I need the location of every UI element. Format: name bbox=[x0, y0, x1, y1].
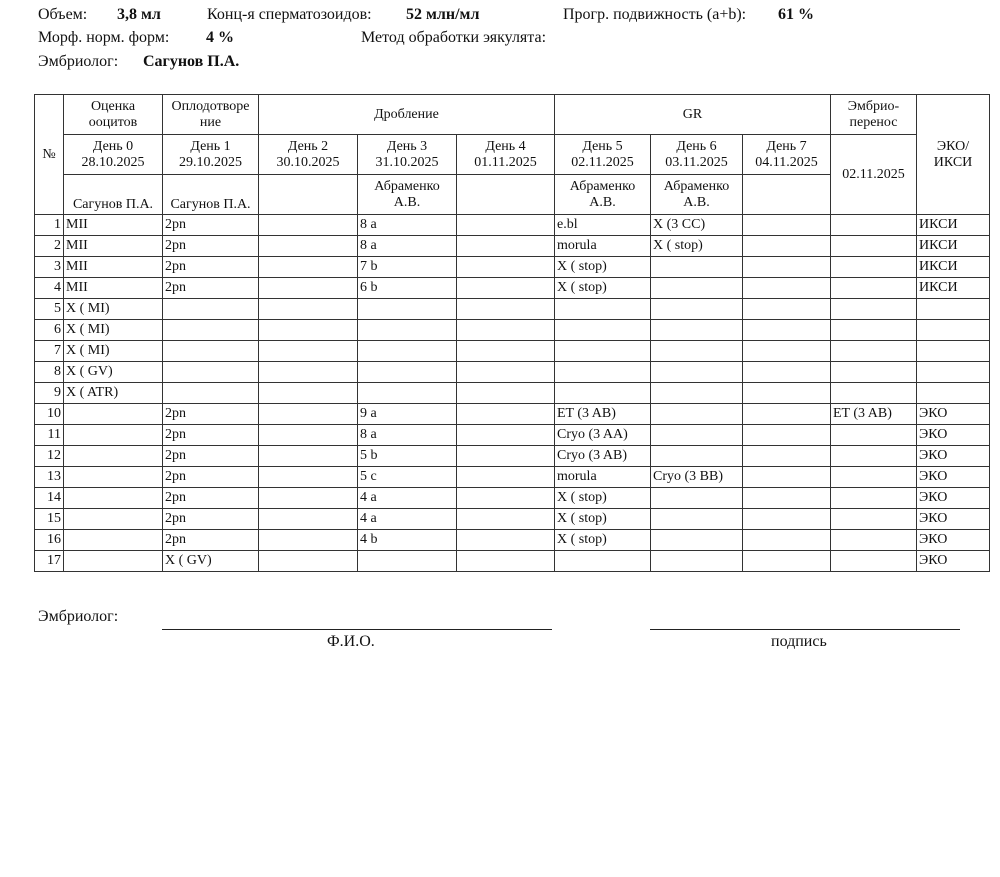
table-cell: 14 bbox=[35, 488, 64, 509]
table-cell bbox=[651, 551, 743, 572]
table-cell bbox=[259, 257, 358, 278]
table-cell: 11 bbox=[35, 425, 64, 446]
table-cell bbox=[457, 299, 555, 320]
embryology-table bbox=[34, 94, 990, 572]
table-row bbox=[35, 215, 990, 236]
table-cell bbox=[457, 425, 555, 446]
table-cell bbox=[163, 362, 259, 383]
table-cell: X ( stop) bbox=[555, 488, 651, 509]
table-cell bbox=[743, 341, 831, 362]
table-cell bbox=[743, 488, 831, 509]
table-cell bbox=[831, 278, 917, 299]
table-cell bbox=[831, 509, 917, 530]
table-cell bbox=[743, 551, 831, 572]
fertilization-header: Оплодотворе ние bbox=[163, 95, 259, 135]
embryologist-name: Сагунов П.А. bbox=[143, 53, 240, 70]
table-cell: ET (3 AB) bbox=[555, 404, 651, 425]
staff-cell bbox=[457, 175, 555, 215]
table-cell bbox=[651, 299, 743, 320]
table-cell: ЭКО bbox=[917, 467, 990, 488]
table-cell: ЭКО bbox=[917, 425, 990, 446]
table-body bbox=[35, 215, 990, 572]
table-cell bbox=[259, 404, 358, 425]
table-cell bbox=[358, 341, 457, 362]
table-cell: X ( GV) bbox=[163, 551, 259, 572]
table-cell bbox=[917, 320, 990, 341]
day-header: День 0 28.10.2025 bbox=[64, 135, 163, 175]
staff-cell: Абраменко А.В. bbox=[651, 175, 743, 215]
table-cell bbox=[651, 404, 743, 425]
table-cell: MII bbox=[64, 236, 163, 257]
table-cell bbox=[358, 551, 457, 572]
table-cell bbox=[358, 299, 457, 320]
table-cell bbox=[743, 257, 831, 278]
table-cell: ЭКО bbox=[917, 509, 990, 530]
table-cell: X ( stop) bbox=[555, 530, 651, 551]
table-cell bbox=[831, 257, 917, 278]
table-cell bbox=[831, 299, 917, 320]
table-cell: 5 b bbox=[358, 446, 457, 467]
table-cell bbox=[259, 362, 358, 383]
table-cell bbox=[259, 383, 358, 404]
day-header: День 7 04.11.2025 bbox=[743, 135, 831, 175]
table-cell: ИКСИ bbox=[917, 257, 990, 278]
table-cell bbox=[831, 362, 917, 383]
table-cell: e.bl bbox=[555, 215, 651, 236]
table-cell bbox=[259, 467, 358, 488]
table-cell: 2pn bbox=[163, 446, 259, 467]
table-row bbox=[35, 236, 990, 257]
table-row bbox=[35, 383, 990, 404]
morphology-value: 4 % bbox=[206, 29, 234, 46]
table-cell: ИКСИ bbox=[917, 236, 990, 257]
table-row bbox=[35, 509, 990, 530]
table-cell bbox=[259, 299, 358, 320]
table-cell: 4 a bbox=[358, 488, 457, 509]
table-cell: 8 bbox=[35, 362, 64, 383]
embryologist-label: Эмбриолог: bbox=[38, 53, 119, 70]
table-cell: 12 bbox=[35, 446, 64, 467]
table-cell bbox=[358, 383, 457, 404]
table-cell bbox=[457, 362, 555, 383]
day-header: День 5 02.11.2025 bbox=[555, 135, 651, 175]
table-cell bbox=[64, 488, 163, 509]
table-cell: Cryo (3 AA) bbox=[555, 425, 651, 446]
table-cell bbox=[651, 383, 743, 404]
concentration-value: 52 млн/мл bbox=[406, 6, 480, 23]
signature-line bbox=[650, 629, 960, 630]
table-cell bbox=[831, 341, 917, 362]
table-cell: morula bbox=[555, 467, 651, 488]
table-cell bbox=[259, 509, 358, 530]
table-cell: 6 bbox=[35, 320, 64, 341]
name-signature-line bbox=[162, 629, 552, 630]
table-cell: X ( stop) bbox=[555, 257, 651, 278]
table-cell bbox=[259, 215, 358, 236]
day-header: День 3 31.10.2025 bbox=[358, 135, 457, 175]
table-cell bbox=[457, 488, 555, 509]
table-cell bbox=[457, 320, 555, 341]
table-cell: 8 a bbox=[358, 236, 457, 257]
gr-header: GR bbox=[555, 95, 831, 135]
table-cell: ИКСИ bbox=[917, 278, 990, 299]
table-cell bbox=[831, 425, 917, 446]
table-cell: Cryo (3 BB) bbox=[651, 467, 743, 488]
table-cell bbox=[457, 341, 555, 362]
cleavage-header: Дробление bbox=[259, 95, 555, 135]
table-cell bbox=[743, 236, 831, 257]
table-cell bbox=[457, 215, 555, 236]
table-cell bbox=[743, 446, 831, 467]
table-cell: 4 a bbox=[358, 509, 457, 530]
table-cell bbox=[457, 404, 555, 425]
table-cell bbox=[555, 341, 651, 362]
table-cell: 2pn bbox=[163, 509, 259, 530]
table-cell: 2pn bbox=[163, 488, 259, 509]
embryo-transfer-header: Эмбрио- перенос bbox=[831, 95, 917, 135]
table-cell: 5 bbox=[35, 299, 64, 320]
table-cell bbox=[163, 383, 259, 404]
table-cell bbox=[259, 425, 358, 446]
table-cell: 16 bbox=[35, 530, 64, 551]
table-cell: 17 bbox=[35, 551, 64, 572]
table-row bbox=[35, 257, 990, 278]
staff-cell bbox=[743, 175, 831, 215]
table-row bbox=[35, 362, 990, 383]
table-cell: X ( stop) bbox=[555, 278, 651, 299]
table-cell bbox=[831, 320, 917, 341]
signature-caption: подпись bbox=[771, 633, 827, 650]
table-cell bbox=[259, 341, 358, 362]
table-cell: 2pn bbox=[163, 404, 259, 425]
motility-value: 61 % bbox=[778, 6, 814, 23]
table-cell bbox=[917, 299, 990, 320]
table-cell bbox=[358, 362, 457, 383]
name-caption: Ф.И.О. bbox=[327, 633, 375, 650]
table-cell bbox=[831, 383, 917, 404]
table-cell bbox=[743, 362, 831, 383]
day-header: День 2 30.10.2025 bbox=[259, 135, 358, 175]
table-cell: Cryo (3 AB) bbox=[555, 446, 651, 467]
morphology-label: Морф. норм. форм: bbox=[38, 29, 170, 46]
transfer-date: 02.11.2025 bbox=[831, 135, 917, 215]
table-row bbox=[35, 530, 990, 551]
table-cell bbox=[743, 299, 831, 320]
table-cell bbox=[259, 446, 358, 467]
table-cell: X (3 CC) bbox=[651, 215, 743, 236]
table-cell: 4 bbox=[35, 278, 64, 299]
table-cell: 8 a bbox=[358, 215, 457, 236]
table-row bbox=[35, 404, 990, 425]
table-cell: X ( stop) bbox=[651, 236, 743, 257]
staff-cell: Сагунов П.А. bbox=[64, 175, 163, 215]
table-cell: 7 b bbox=[358, 257, 457, 278]
table-cell bbox=[457, 551, 555, 572]
table-cell bbox=[64, 425, 163, 446]
table-cell bbox=[457, 509, 555, 530]
table-cell: ИКСИ bbox=[917, 215, 990, 236]
table-row bbox=[35, 446, 990, 467]
column-number-header: № bbox=[35, 95, 64, 215]
table-cell bbox=[64, 551, 163, 572]
table-cell bbox=[743, 320, 831, 341]
table-cell bbox=[457, 278, 555, 299]
table-cell: MII bbox=[64, 215, 163, 236]
table-cell bbox=[259, 488, 358, 509]
table-cell: ЭКО bbox=[917, 530, 990, 551]
table-row bbox=[35, 299, 990, 320]
table-cell bbox=[651, 257, 743, 278]
table-cell: 5 c bbox=[358, 467, 457, 488]
table-cell: 2pn bbox=[163, 215, 259, 236]
staff-cell: Сагунов П.А. bbox=[163, 175, 259, 215]
table-cell bbox=[64, 509, 163, 530]
table-cell bbox=[555, 362, 651, 383]
table-row bbox=[35, 320, 990, 341]
table-cell bbox=[259, 530, 358, 551]
table-cell bbox=[259, 236, 358, 257]
table-cell bbox=[831, 446, 917, 467]
table-cell bbox=[831, 551, 917, 572]
table-row bbox=[35, 467, 990, 488]
table-cell bbox=[743, 467, 831, 488]
table-cell bbox=[743, 530, 831, 551]
table-cell: X ( MI) bbox=[64, 320, 163, 341]
table-cell bbox=[555, 383, 651, 404]
table-cell: MII bbox=[64, 257, 163, 278]
table-cell: 7 bbox=[35, 341, 64, 362]
table-row bbox=[35, 488, 990, 509]
table-cell: ЭКО bbox=[917, 488, 990, 509]
table-cell bbox=[64, 446, 163, 467]
table-cell: ЭКО bbox=[917, 551, 990, 572]
table-cell: 2pn bbox=[163, 278, 259, 299]
table-cell bbox=[64, 467, 163, 488]
table-cell bbox=[917, 341, 990, 362]
table-cell bbox=[555, 299, 651, 320]
table-cell bbox=[831, 530, 917, 551]
oocyte-eval-header: Оценка ооцитов bbox=[64, 95, 163, 135]
table-cell bbox=[259, 320, 358, 341]
table-cell bbox=[457, 236, 555, 257]
table-cell: ET (3 AB) bbox=[831, 404, 917, 425]
staff-cell: Абраменко А.В. bbox=[358, 175, 457, 215]
day-header: День 1 29.10.2025 bbox=[163, 135, 259, 175]
table-cell: 2pn bbox=[163, 530, 259, 551]
table-cell bbox=[259, 278, 358, 299]
table-cell bbox=[457, 257, 555, 278]
day-header: День 6 03.11.2025 bbox=[651, 135, 743, 175]
table-cell bbox=[743, 215, 831, 236]
table-cell: 2pn bbox=[163, 257, 259, 278]
table-cell bbox=[457, 383, 555, 404]
table-cell: 1 bbox=[35, 215, 64, 236]
table-cell bbox=[651, 341, 743, 362]
table-cell bbox=[163, 320, 259, 341]
table-cell bbox=[358, 320, 457, 341]
table-cell bbox=[743, 278, 831, 299]
footer-embryologist-label: Эмбриолог: bbox=[38, 608, 119, 625]
table-cell bbox=[917, 362, 990, 383]
table-cell: 9 a bbox=[358, 404, 457, 425]
table-cell bbox=[555, 551, 651, 572]
table-cell bbox=[651, 320, 743, 341]
table-cell: 2 bbox=[35, 236, 64, 257]
staff-cell: Абраменко А.В. bbox=[555, 175, 651, 215]
table-row bbox=[35, 341, 990, 362]
table-cell bbox=[831, 467, 917, 488]
table-cell bbox=[651, 446, 743, 467]
table-cell bbox=[651, 425, 743, 446]
table-cell: 2pn bbox=[163, 236, 259, 257]
table-header bbox=[35, 95, 990, 215]
table-cell: X ( MI) bbox=[64, 299, 163, 320]
table-cell bbox=[831, 488, 917, 509]
table-cell: X ( ATR) bbox=[64, 383, 163, 404]
table-cell: 6 b bbox=[358, 278, 457, 299]
table-cell: 2pn bbox=[163, 425, 259, 446]
table-cell: 13 bbox=[35, 467, 64, 488]
table-cell: 2pn bbox=[163, 467, 259, 488]
table-cell: X ( GV) bbox=[64, 362, 163, 383]
table-cell: X ( stop) bbox=[555, 509, 651, 530]
table-cell bbox=[64, 404, 163, 425]
volume-value: 3,8 мл bbox=[117, 6, 161, 23]
table-cell: ЭКО bbox=[917, 404, 990, 425]
table-cell bbox=[831, 215, 917, 236]
table-row bbox=[35, 551, 990, 572]
staff-cell bbox=[259, 175, 358, 215]
table-cell bbox=[457, 467, 555, 488]
table-cell bbox=[555, 320, 651, 341]
table-cell bbox=[743, 383, 831, 404]
eco-icsi-header: ЭКО/ ИКСИ bbox=[917, 95, 990, 215]
table-cell bbox=[743, 425, 831, 446]
table-cell bbox=[651, 488, 743, 509]
table-cell bbox=[917, 383, 990, 404]
table-cell bbox=[831, 236, 917, 257]
table-cell: 8 a bbox=[358, 425, 457, 446]
table-row bbox=[35, 425, 990, 446]
table-cell bbox=[163, 299, 259, 320]
volume-label: Объем: bbox=[38, 6, 88, 23]
table-cell bbox=[259, 551, 358, 572]
table-cell: 9 bbox=[35, 383, 64, 404]
table-cell: X ( MI) bbox=[64, 341, 163, 362]
processing-method-label: Метод обработки эякулята: bbox=[361, 29, 547, 46]
table-cell: ЭКО bbox=[917, 446, 990, 467]
motility-label: Прогр. подвижность (a+b): bbox=[563, 6, 747, 23]
table-cell bbox=[743, 509, 831, 530]
table-cell: morula bbox=[555, 236, 651, 257]
concentration-label: Конц-я сперматозоидов: bbox=[207, 6, 372, 23]
table-cell: MII bbox=[64, 278, 163, 299]
table-cell bbox=[457, 446, 555, 467]
table-cell bbox=[651, 509, 743, 530]
table-cell bbox=[457, 530, 555, 551]
table-cell: 4 b bbox=[358, 530, 457, 551]
table-cell: 3 bbox=[35, 257, 64, 278]
table-cell bbox=[743, 404, 831, 425]
table-cell bbox=[651, 530, 743, 551]
day-header: День 4 01.11.2025 bbox=[457, 135, 555, 175]
table-cell bbox=[163, 341, 259, 362]
table-cell bbox=[64, 530, 163, 551]
table-cell: 15 bbox=[35, 509, 64, 530]
table-cell: 10 bbox=[35, 404, 64, 425]
table-cell bbox=[651, 362, 743, 383]
table-cell bbox=[651, 278, 743, 299]
table-row bbox=[35, 278, 990, 299]
